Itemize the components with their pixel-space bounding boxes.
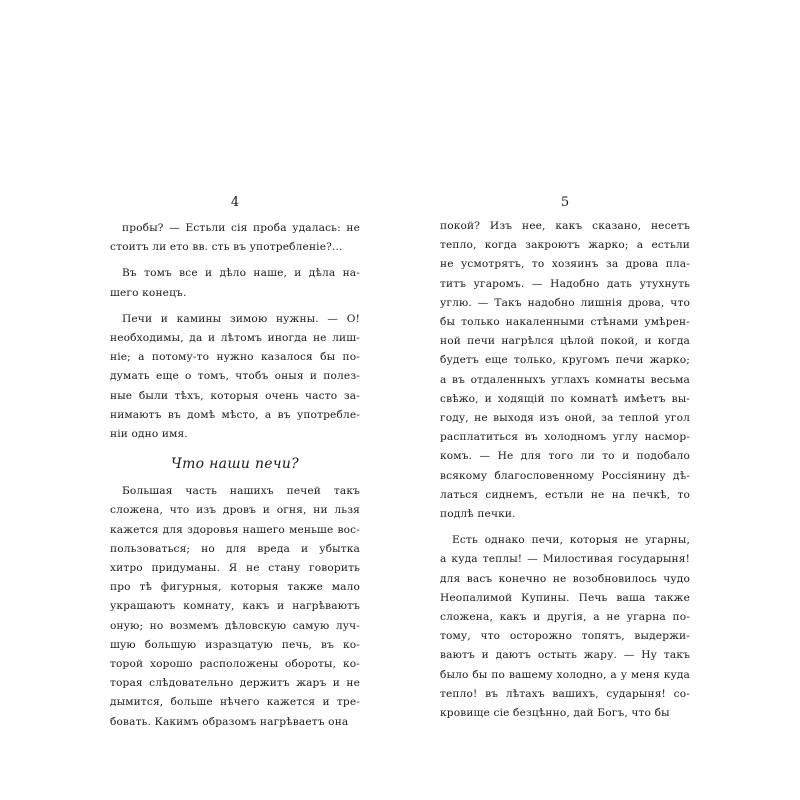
paragraph (440, 531, 690, 723)
text-line: оную; но возмемъ дѣловскую самую луч- (110, 619, 360, 632)
paragraph (110, 219, 360, 257)
text-line: будетъ еще только, кругомъ печи жарко; (440, 354, 690, 367)
text-line: титъ угаромъ. — Надобно дать утухнуть (440, 277, 690, 290)
text-line: дымится, больше нѣчего кажется и тре- (110, 696, 360, 709)
text-line: не усмотрятъ, то хозяинъ за дрова пла- (440, 258, 690, 271)
text-line: было бы по вашему холодно, а у меня куда (440, 668, 690, 681)
text-line: свѣжо, и ходящій по комнатѣ имѣетъ вы- (440, 392, 690, 405)
text-line: Въ томъ все и дѣло наше, и дѣла на- (122, 267, 360, 280)
paragraph (110, 310, 360, 444)
text-line: кровище сіе безцѣнно, дай Богъ, что бы (440, 707, 670, 720)
text-line: украшаютъ комнату, какъ и нагрѣваютъ (110, 600, 360, 613)
text-line: хитро придуманы. Я не стану говорить (110, 562, 360, 575)
text-line: всякому благословенному Россіянину дѣ- (440, 469, 690, 482)
text-line: торой хорошо расположены обороты, ко- (110, 658, 360, 671)
text-line: нимаютъ въ домѣ мѣсто, а въ употребле- (110, 408, 360, 421)
text-line: а куда теплы! — Милостивая государыня! (440, 553, 690, 566)
text-line: тому, что осторожно топятъ, выдержи- (440, 630, 690, 643)
text-line: тепло! въ лѣтахъ вашихъ, сударыня! со- (440, 687, 690, 700)
right-page-text (440, 217, 690, 723)
left-page (110, 195, 360, 732)
right-page (440, 195, 690, 723)
text-line: сложена, какъ и другія, а не угарна по- (440, 611, 690, 624)
text-line: необходимы, да и лѣтомъ иногда не лиш- (110, 332, 360, 345)
text-line: расплатиться въ холодномъ углу насмор- (440, 431, 690, 444)
text-line: ніи одно имя. (110, 428, 188, 441)
page-number: 5 (560, 195, 570, 210)
text-line: про тѣ фигурныя, которыя также мало (110, 581, 360, 594)
text-line: ной печи нагрѣлся цѣлой покой, и когда (440, 335, 690, 348)
text-line: подлѣ печки. (440, 508, 516, 521)
text-line: Большая часть нашихъ печей такъ (122, 485, 360, 498)
text-line: ніе; а потому-то нужно казалося бы по- (110, 351, 360, 364)
text-line: комъ. — Не для того ли то и подобало (440, 450, 690, 463)
text-line: бовать. Какимъ образомъ нагрѣваетъ она (110, 715, 349, 728)
text-line: году, не выходя изъ оной, за теплой угол (440, 412, 690, 425)
text-line: Неопалимой Купины. Печь ваша также (440, 591, 690, 604)
text-line: тепло, когда закроютъ жарко; а естьли (440, 239, 690, 252)
text-line: углю. — Такъ надобно лишнія дрова, что (440, 296, 690, 309)
paragraph-gap (110, 257, 360, 264)
text-line: бы только накаленными стѣнами умѣрен- (440, 316, 690, 329)
paragraph (110, 264, 360, 302)
text-line: сложена, что изъ дровъ и огня, ни льзя (110, 504, 360, 517)
text-line: думать еще о томъ, чтобъ оныя и полез- (110, 370, 360, 383)
text-line: латься сиднемъ, естьли не на печкѣ, то (440, 488, 690, 501)
text-line: а въ отдаленныхъ углахъ комнаты весьма (440, 373, 690, 386)
text-line: шего конецъ. (110, 286, 187, 299)
text-line: ваютъ и даютъ остыть жару. — Ну такъ (440, 649, 690, 662)
text-line: покой? Изъ нее, какъ сказано, несетъ (440, 220, 690, 232)
section-heading: Что наши печи? (170, 456, 299, 473)
text-line: шую большую изразцатую печь, въ ко- (110, 638, 360, 651)
left-page-text (110, 219, 360, 732)
text-line: пробы? — Естьли сія проба удалась: не (122, 222, 360, 234)
text-line: торая слѣдовательно держитъ жаръ и не (110, 677, 360, 690)
text-line: пользоваться; но для вреда и убытка (110, 542, 360, 555)
text-line: стоитъ ли ето вв. сть въ употребленіе?... (110, 241, 343, 254)
text-line: Есть однако печи, которыя не угарны, (452, 534, 690, 547)
paragraph (440, 217, 690, 524)
page-number: 4 (230, 195, 240, 210)
text-line: кажется для здоровья нашего меньше вос- (110, 523, 360, 536)
text-line: ные были тѣхъ, которыя очень часто за- (110, 389, 360, 402)
paragraph-gap (110, 303, 360, 310)
text-line: Печи и камины зимою нужны. — О! (122, 312, 360, 325)
paragraph (110, 482, 360, 732)
text-line: для васъ конечно не возобновилось чудо (440, 572, 690, 585)
paragraph-gap (440, 524, 690, 531)
